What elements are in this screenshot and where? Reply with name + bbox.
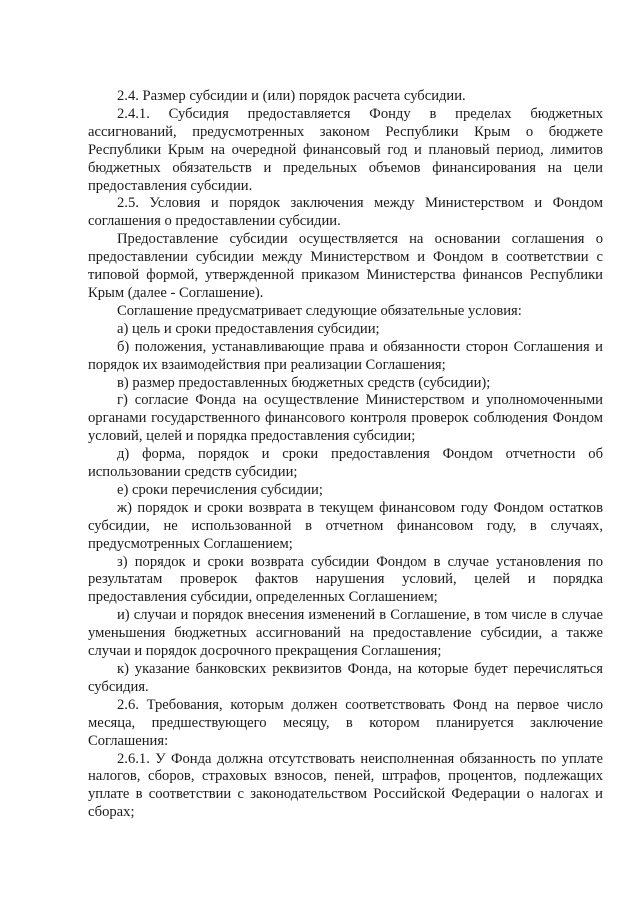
list-item-k: к) указание банковских реквизитов Фонда, на которые будет перечисляться субсидия. (88, 661, 603, 695)
document-body (88, 88, 603, 822)
list-item-b: б) положения, устанавливающие права и обязанности сторон Соглашения и порядок их взаимодействия при реализации Соглашения; (88, 338, 603, 373)
paragraph-2-4-1: 2.4.1. Субсидия предоставляется Фонду в пределах бюджетных ассигнований, предусмотренных законом Республики Крым о бюджете Республики Крым на очередной финансовый год и плановый период, лимитов бюджетных обязательств и предельных объемов финансирования на цели предоставления субсидии. (88, 105, 603, 194)
paragraph-conditions-intro: Соглашение предусматривает следующие обязательные условия: (117, 302, 522, 319)
paragraph-2-5: 2.5. Условия и порядок заключения между Министерством и Фондом соглашения о предоставлении субсидии. (88, 195, 603, 230)
list-item-a: а) цель и сроки предоставления субсидии; (117, 320, 380, 337)
list-item-g: г) согласие Фонда на осуществление Министерством и уполномоченными органами государственного финансового контроля проверок соблюдения Фондом условий, целей и порядка предоставления субсидии; (88, 392, 603, 445)
paragraph-2-6: 2.6. Требования, которым должен соответствовать Фонд на первое число месяца, предшествующего месяцу, в котором планируется заключение Соглашения: (88, 696, 603, 749)
list-item-i: и) случаи и порядок внесения изменений в Соглашение, в том числе в случае уменьшения бюджетных ассигнований на предоставление субсидии, а также случаи и порядок досрочного прекращения Соглашения; (88, 607, 603, 660)
list-item-zh: ж) порядок и сроки возврата в текущем финансовом году Фондом остатков субсидии, не использованной в отчетном финансовом году, в случаях, предусмотренных Соглашением; (88, 499, 603, 552)
list-item-z: з) порядок и сроки возврата субсидии Фондом в случае установления по результатам проверок фактов нарушения условий, целей и порядка предоставления субсидии, определенных Соглашением; (88, 553, 603, 606)
paragraph-subsidy-basis: Предоставление субсидии осуществляется на основании соглашения о предоставлении субсидии между Министерством и Фондом в соответствии с типовой формой, утвержденной приказом Министерства финансов Республики Крым (далее - Соглашение). (88, 231, 603, 301)
list-item-e: е) сроки перечисления субсидии; (117, 481, 323, 498)
paragraph-2-6-1: 2.6.1. У Фонда должна отсутствовать неисполненная обязанность по уплате налогов, сборов, страховых взносов, пеней, штрафов, процентов, подлежащих уплате в соответствии с законодательством Российской Федерации о налогах и сборах; (88, 750, 603, 821)
list-item-d: д) форма, порядок и сроки предоставления Фондом отчетности об использовании средств субсидии; (88, 446, 603, 481)
paragraph-2-4: 2.4. Размер субсидии и (или) порядок расчета субсидии. (117, 88, 466, 104)
list-item-v: в) размер предоставленных бюджетных средств (субсидии); (117, 374, 491, 391)
